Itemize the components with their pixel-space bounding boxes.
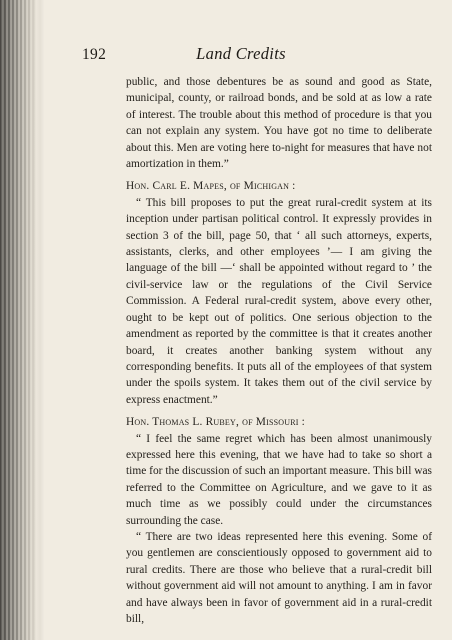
running-title: Land Credits [196,44,286,63]
body-text [126,74,432,627]
book-page-edges [0,0,44,640]
paragraph: “ This bill proposes to put the great rural-credit system at its inception under partisan political control. It expressly provides in section 3 of the bill, page 50, that ‘ all such attorneys, experts, assistants, clerks, and other employees ’— I am giving the language of the bill —‘ shall be appointed without regard to ’ the civil-service law or the regulations of the Civil Service Commission. A Federal rural-credit system, above every other, ought to be kept out of politics. One serious objection to the amendment as reported by the committee is that it creates another board, it creates another banking system without any corresponding benefits. It puts all of the employees of that system under the spoils system. It takes them out of the civil service by express enactment.” [126,196,432,406]
paragraph: “ There are two ideas represented here this evening. Some of you gentlemen are conscientiously opposed to government aid to rural credits. There are those who believe that a rural-credit bill without government aid will not amount to anything. I am in favor and have always been in favor of government aid in a rural-credit bill, [126,530,432,625]
speaker-heading: Hon. Carl E. Mapes, of Michigan : [126,180,296,193]
page-number: 192 [82,46,107,63]
paragraph: public, and those debentures be as sound and good as State, municipal, county, or railroad bonds, and be sold at as low a rate of interest. The trouble about this method of procedure is that you can not explain any system. You have got no time to deliberate about this. Men are voting here to-night for measures that have not amortization in them.” [126,76,432,171]
speaker-heading: Hon. Thomas L. Rubey, of Missouri : [126,416,306,429]
page-header [82,44,400,68]
paragraph: “ I feel the same regret which has been almost unanimously expressed here this evening, that we have had to take so short a time for the discussion of such an important measure. This bill was referred to the Committee on Agriculture, and we gave to it as much time as we possibly could under the circumstances surrounding the case. [126,432,432,527]
